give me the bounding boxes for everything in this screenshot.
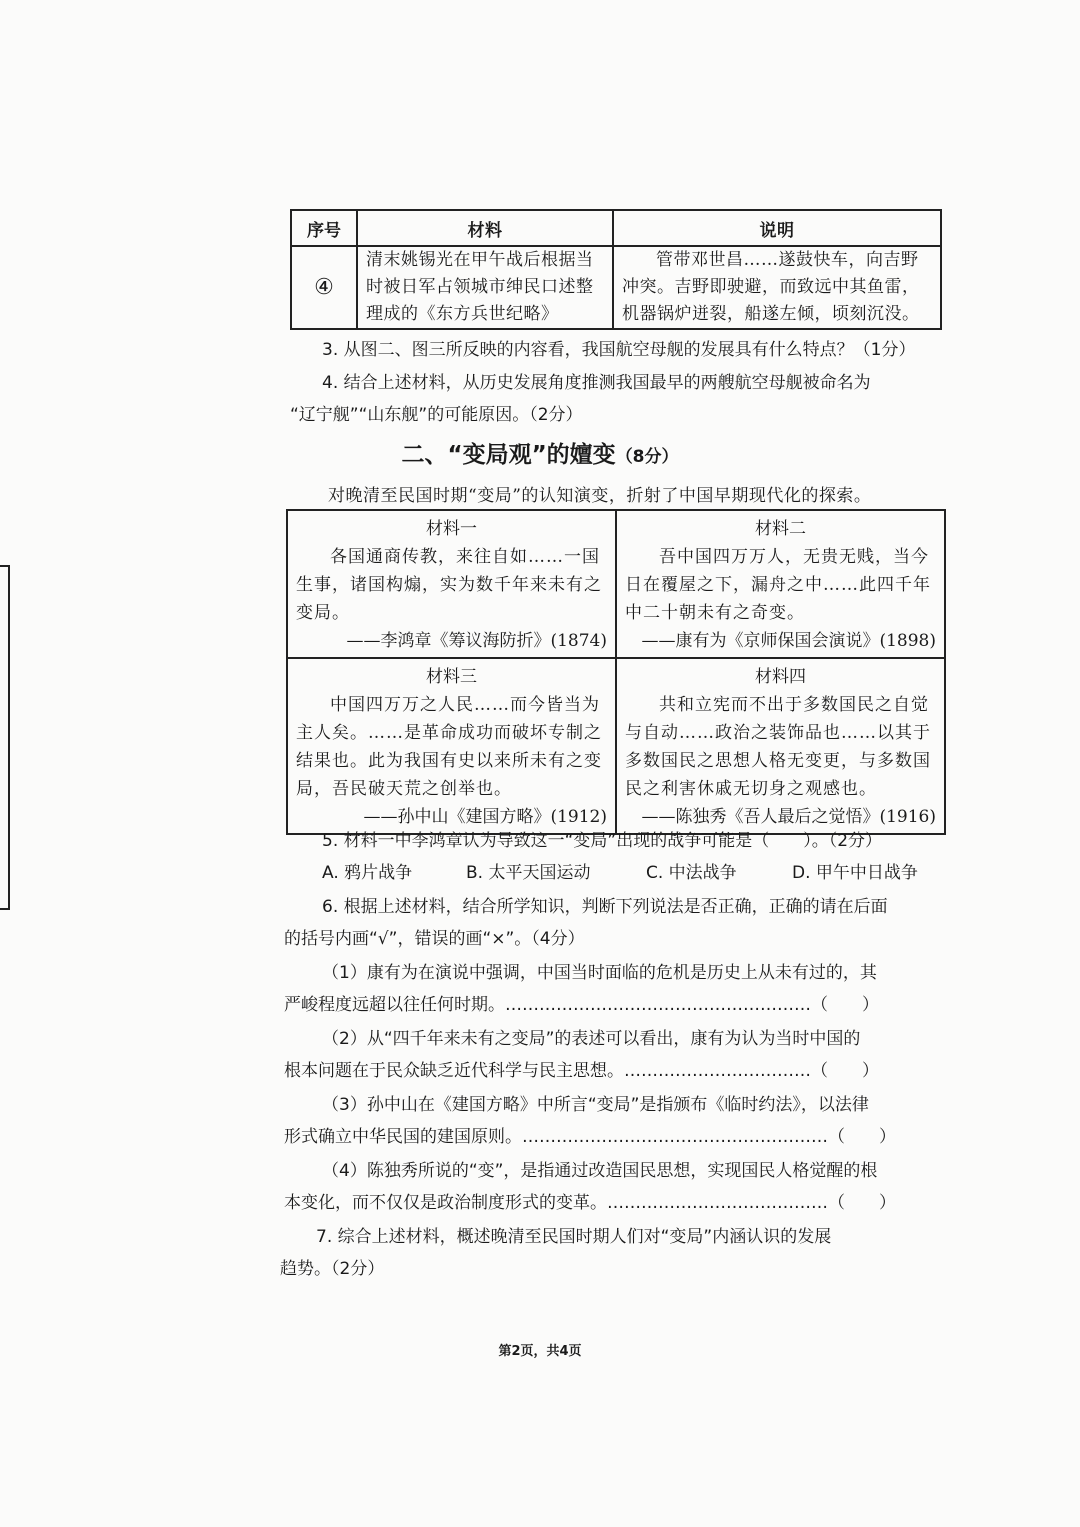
question-5: 5. 材料一中李鸿章认为导致这一“变局”出现的战争可能是（ ）。（2分） xyxy=(322,831,883,851)
material-2-source: ——康有为《京师保国会演说》(1898) xyxy=(641,631,936,651)
material-3-title: 材料三 xyxy=(426,667,477,687)
q5-option-b: B. 太平天国运动 xyxy=(466,863,591,883)
material-4-source: ——陈独秀《吾人最后之觉悟》(1916) xyxy=(641,807,936,827)
row-explanation xyxy=(613,246,941,329)
source-table-header xyxy=(291,210,941,246)
section-2-title-text: 二、“变局观”的嬗变 xyxy=(401,442,616,468)
section-2-title xyxy=(0,436,1080,469)
material-1-source: ——李鸿章《筹议海防折》(1874) xyxy=(346,631,607,651)
source-table xyxy=(290,209,942,330)
question-7-line2: 趋势。（2分） xyxy=(280,1259,385,1279)
material-3-text: 中国四万万之人民……而今皆当为主人矣。……是革命成功而破坏专制之结果也。此为我国有史以来所未有之变局，吾民破天荒之创举也。 xyxy=(296,695,602,799)
question-6-line2: 的括号内画“√”，错误的画“×”。（4分） xyxy=(284,929,585,949)
row-explanation-text: 管带邓世昌……遂鼓快车，向吉野冲突。吉野即驶避，而致远中其鱼雷，机器锅炉迸裂，船遂左倾，顷刻沉没。 xyxy=(622,250,920,324)
source-table-row xyxy=(291,246,941,329)
question-6-line1: 6. 根据上述材料，结合所学知识，判断下列说法是否正确，正确的请在后面 xyxy=(322,897,888,917)
question-7-line1: 7. 综合上述材料，概述晚清至民国时期人们对“变局”内涵认识的发展 xyxy=(316,1227,832,1247)
material-4-text: 共和立宪而不出于多数国民之自觉与自动……政治之装饰品也……以其于多数国民之思想人格无变更，与多数国民之利害休戚无切身之观感也。 xyxy=(625,695,931,799)
material-1-text: 各国通商传教，来往自如……一国生事，诸国构煽，实为数千年来未有之变局。 xyxy=(296,547,602,623)
header-material: 材料 xyxy=(357,210,613,246)
q6-item-2-line2: 根本问题在于民众缺乏近代科学与民主思想。……………………………（ ） xyxy=(284,1061,879,1081)
question-4-line1: 4. 结合上述材料，从历史发展角度推测我国最早的两艘航空母舰被命名为 xyxy=(322,373,871,393)
material-3-source: ——孙中山《建国方略》(1912) xyxy=(363,807,607,827)
row-material: 清末姚锡光在甲午战后根据当时被日军占领城市绅民口述整理成的《东方兵世纪略》 xyxy=(357,246,613,329)
material-3-cell xyxy=(287,658,616,834)
section-2-intro: 对晚清至民国时期“变局”的认知演变，折射了中国早期现代化的探索。 xyxy=(328,486,872,506)
row-no: ④ xyxy=(291,246,357,329)
question-3: 3. 从图二、图三所反映的内容看，我国航空母舰的发展具有什么特点？（1分） xyxy=(322,340,916,360)
q5-option-a: A. 鸦片战争 xyxy=(322,863,413,883)
q6-item-3-line1: （3）孙中山在《建国方略》中所言“变局”是指颁布《临时约法》，以法律 xyxy=(322,1095,869,1115)
material-4-title: 材料四 xyxy=(755,667,806,687)
material-2-cell xyxy=(616,510,945,658)
material-4-cell xyxy=(616,658,945,834)
page-footer: 第2页，共4页 xyxy=(498,1344,582,1359)
section-2-score: （8分） xyxy=(615,447,679,467)
material-1-title: 材料一 xyxy=(426,519,477,539)
q6-item-4-line1: （4）陈独秀所说的“变”，是指通过改造国民思想，实现国民人格觉醒的根 xyxy=(322,1161,878,1181)
q6-item-3-line2: 形式确立中华民国的建国原则。………………………………………………（ ） xyxy=(284,1127,896,1147)
q5-option-d: D. 甲午中日战争 xyxy=(792,863,918,883)
q6-item-2-line1: （2）从“四千年来未有之变局”的表述可以看出，康有为认为当时中国的 xyxy=(322,1029,861,1049)
material-2-text: 吾中国四万万人，无贵无贱，当今日在覆屋之下，漏舟之中……此四千年中二十朝未有之奇变。 xyxy=(625,547,931,623)
scan-edge-mark xyxy=(0,565,10,910)
q6-item-1-line2: 严峻程度远超以往任何时期。………………………………………………（ ） xyxy=(284,995,879,1015)
q6-item-1-line1: （1）康有为在演说中强调，中国当时面临的危机是历史上从未有过的，其 xyxy=(322,963,877,983)
q5-option-c: C. 中法战争 xyxy=(646,863,737,883)
question-4-line2: “辽宁舰”“山东舰”的可能原因。（2分） xyxy=(290,405,583,425)
material-1-cell xyxy=(287,510,616,658)
material-2-title: 材料二 xyxy=(755,519,806,539)
header-explanation: 说明 xyxy=(613,210,941,246)
q6-item-4-line2: 本变化，而不仅仅是政治制度形式的变革。…………………………………（ ） xyxy=(284,1193,896,1213)
header-no: 序号 xyxy=(291,210,357,246)
materials-table xyxy=(286,509,946,835)
